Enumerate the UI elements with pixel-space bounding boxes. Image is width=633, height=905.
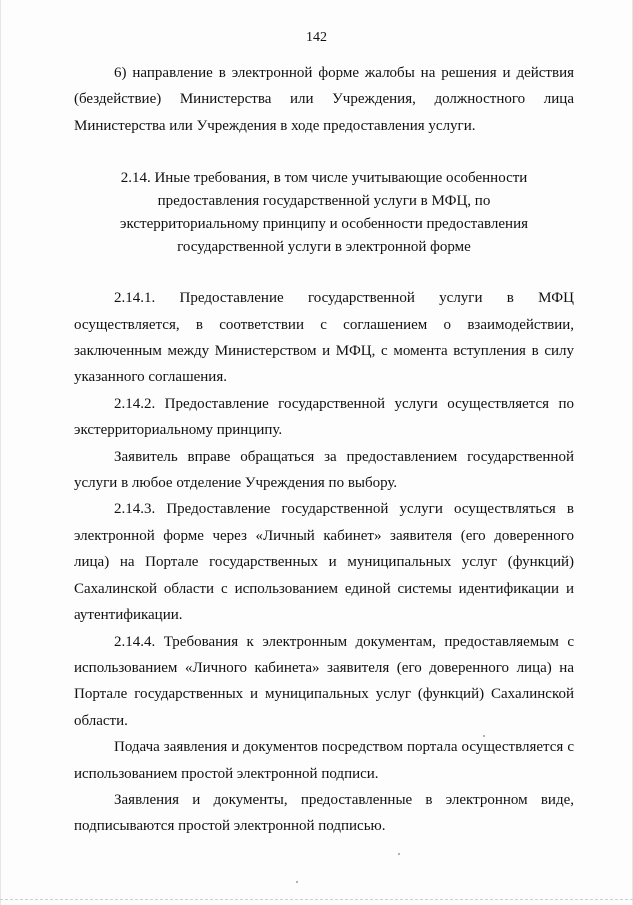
section-heading: 2.14. Иные требования, в том числе учитывающие особенности предоставления государственной услуги в МФЦ, по экстерриториальному принципу и особенности предоставления государственной услуги в электронной форме [120,170,528,256]
paragraph-2-14-4: 2.14.4. Требования к электронным документам, предоставляемым с использованием «Личного кабинета» заявителя (его доверенного лица) на Портале государственных и муниципальных услуг (функций) Сахалинской области. [74,633,574,729]
scan-speck [398,853,400,855]
paragraph-simple-signature: Подача заявления и документов посредством портала осуществляется с использованием простой электронной подписи. [74,739,574,782]
spacer [74,139,574,167]
document-body [74,60,574,840]
page-number: 142 [306,30,327,45]
paragraph-applicant-right: Заявитель вправе обращаться за предоставлением государственной услуги в любое отделение Учреждения по выбору. [74,448,574,492]
paragraph-complaint-item: 6) направление в электронной форме жалобы на решения и действия (бездействие) Министерства или Учреждения, должностного лица Министерства или Учреждения в ходе предоставления услуги. [74,65,574,134]
paragraph-2-14-3: 2.14.3. Предоставление государственной услуги осуществляться в электронной форме через «Личный кабинет» заявителя (его доверенного лица) на Портале государственных и муниципальных услуг (функций) Сахалинской области с использованием единой системы идентификации и аутентификации. [74,501,574,624]
paragraph-2-14-1: 2.14.1. Предоставление государственной услуги в МФЦ осуществляется, в соответствии с соглашением о взаимодействии, заключенным между Министерством и МФЦ, с момента вступления в силу указанного соглашения. [74,290,574,386]
paragraph-signed-documents: Заявления и документы, предоставленные в электронном виде, подписываются простой электронной подписью. [74,791,574,835]
scan-bottom-edge [0,899,633,901]
spacer [74,259,574,285]
scan-speck [296,881,298,883]
paragraph-2-14-2: 2.14.2. Предоставление государственной услуги осуществляется по экстерриториальному принципу. [74,395,574,439]
scan-left-edge [0,0,1,905]
